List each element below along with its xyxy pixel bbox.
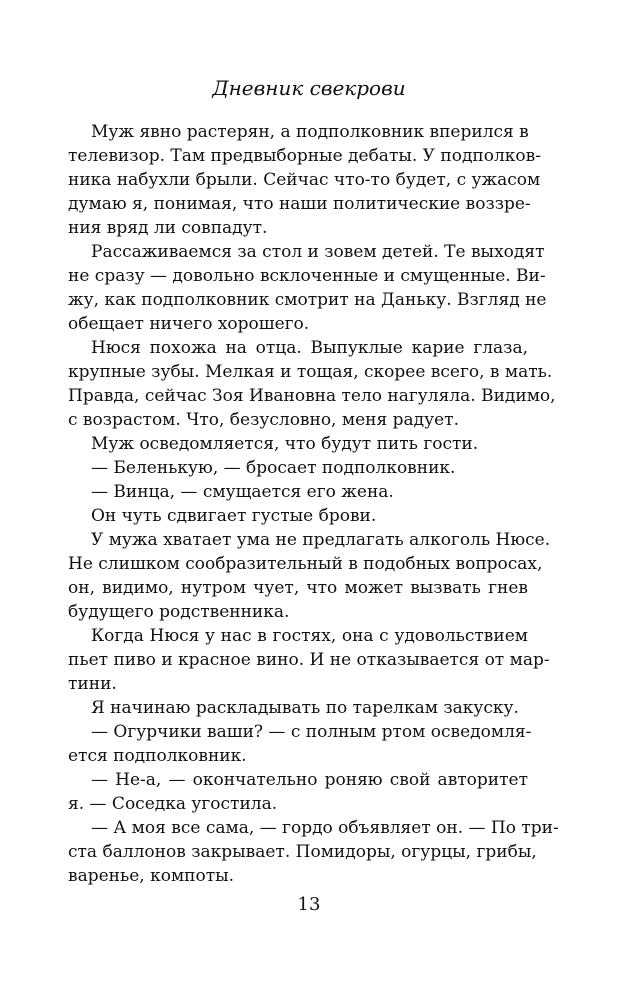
running-header: Дневник свекрови [212,76,406,100]
text-line: ния вряд ли совпадут. [68,218,268,238]
text-line: Не слишком сообразительный в подобных вопросах, [68,554,543,574]
text-line: ника набухли брыли. Сейчас что-то будет, с ужасом [68,170,541,190]
text-line: телевизор. Там предвыборные дебаты. У подполков- [68,146,541,166]
text-line: — Беленькую, — бросает подполковник. [91,458,456,478]
page-number: 13 [297,894,321,915]
text-line: варенье, компоты. [68,866,235,886]
text-line: жу, как подполковник смотрит на Даньку. Взгляд не [68,290,547,310]
text-line: будущего родственника. [68,602,290,622]
text-line: Муж осведомляется, что будут пить гости. [91,434,479,454]
text-line: он, видимо, нутром чует, что может вызвать гнев [68,578,528,598]
text-line: Рассаживаемся за стол и зовем детей. Те выходят [91,242,545,262]
text-line: Правда, сейчас Зоя Ивановна тело нагуляла. Видимо, [68,386,556,406]
text-line: Нюся похожа на отца. Выпуклые карие глаза, [91,338,528,358]
text-line: пьет пиво и красное вино. И не отказывается от мар- [68,650,550,670]
text-line: ется подполковник. [68,746,247,766]
text-line: крупные зубы. Мелкая и тощая, скорее всего, в мать. [68,362,553,382]
text-line: У мужа хватает ума не предлагать алкоголь Нюсе. [91,530,551,550]
text-line: не сразу — довольно всклоченные и смущенные. Ви- [68,266,546,286]
text-line: Я начинаю раскладывать по тарелкам закуску. [91,698,519,718]
text-line: я. — Соседка угостила. [68,794,278,814]
text-line: ста баллонов закрывает. Помидоры, огурцы, грибы, [68,842,537,862]
text-line: думаю я, понимая, что наши политические воззре- [68,194,531,214]
text-line: Он чуть сдвигает густые брови. [91,506,377,526]
text-line: обещает ничего хорошего. [68,314,310,334]
text-line: тини. [68,674,117,694]
text-line: — А моя все сама, — гордо объявляет он. — По три- [91,818,559,838]
text-line: — Винца, — смущается его жена. [91,482,394,502]
text-line: — Огурчики ваши? — с полным ртом осведомля- [91,722,532,742]
text-line: с возрастом. Что, безусловно, меня радует. [68,410,459,430]
text-line: — Не-а, — окончательно роняю свой авторитет [91,770,528,790]
text-line: Муж явно растерян, а подполковник вперился в [91,122,529,142]
text-line: Когда Нюся у нас в гостях, она с удовольствием [91,626,528,646]
